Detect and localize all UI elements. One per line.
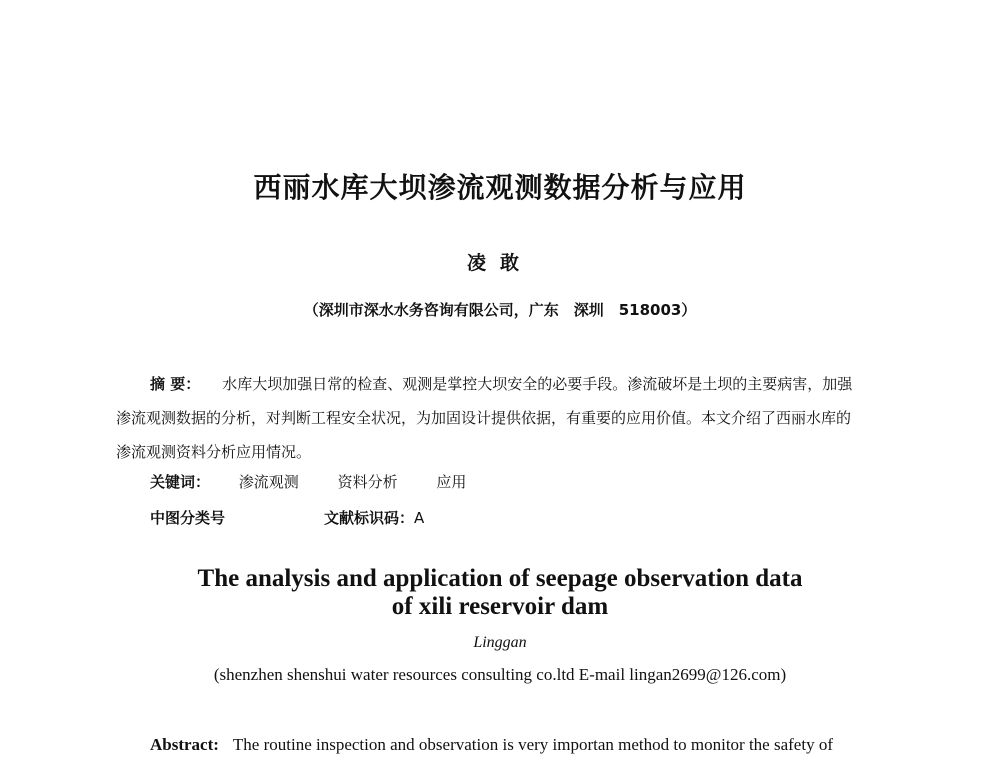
abstract-en-text: The routine inspection and observation is very importan method to monitor the safety of [232,735,833,754]
abstract-zh-text: 水库大坝加强日常的检查、观测是掌控大坝安全的必要手段。渗流破坏是土坝的主要病害，加强渗流观测数据的分析，对判断工程安全状况，为加固设计提供依据，有重要的应用价值。本文介绍了西丽水库的渗流观测资料分析应用情况。 [116,375,853,461]
keyword-item: 应用 [436,473,467,491]
paper-title-en-line1: The analysis and application of seepage observation data [197,565,803,592]
author-affiliation-en: (shenzhen shenshui water resources consulting co.ltd E-mail lingan2699@126.com) [213,665,787,684]
author-name-zh: 凌敢 [466,252,533,274]
paper-title-zh: 西丽水库大坝渗流观测数据分析与应用 [253,171,747,204]
document-code-value: A [414,509,425,527]
abstract-zh-label: 摘 要： [150,375,201,393]
keywords-zh [150,471,500,492]
classification-row [150,507,424,528]
author-name-en: Linggan [473,634,527,651]
keywords-label: 关键词： [150,473,211,491]
clc-number-label: 中图分类号 [150,509,226,527]
document-code-label: 文献标识码： [324,509,415,527]
abstract-en [150,735,870,755]
keyword-item: 渗流观测 [238,473,299,491]
abstract-en-label: Abstract: [150,735,219,754]
author-affiliation-zh: （深圳市深水水务咨询有限公司，广东 深圳 518003） [303,301,697,319]
paper-title-en-line2: of xili reservoir dam [391,593,609,620]
paper-title-en [0,565,1000,621]
abstract-zh [116,367,864,469]
keyword-item: 资料分析 [337,473,398,491]
